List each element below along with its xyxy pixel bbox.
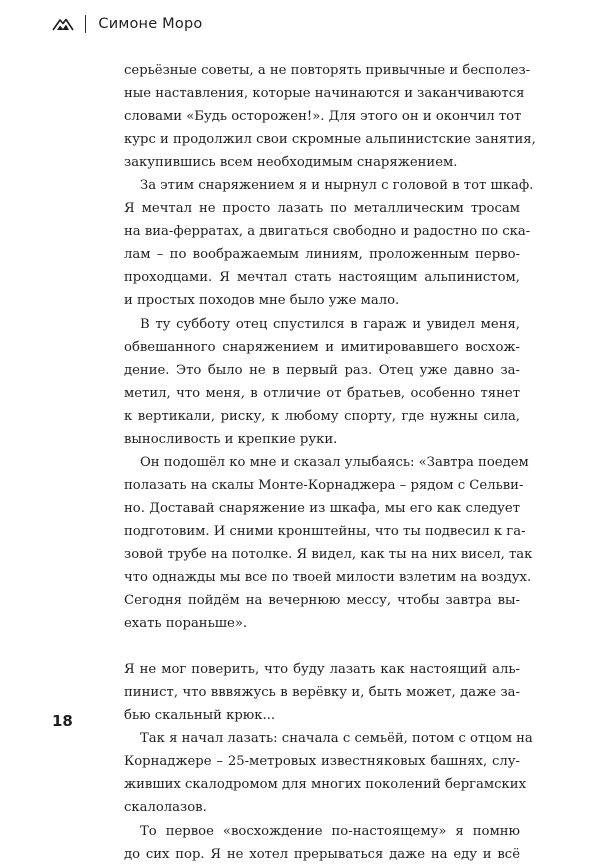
mountain-logo-icon <box>52 17 74 31</box>
text-line: бью скальный крюк... <box>124 708 276 724</box>
text-line: выносливость и крепкие руки. <box>124 431 338 447</box>
text-line: В ту субботу отец спустился в гараж и увидел меня, <box>140 316 520 332</box>
header-divider <box>85 15 86 33</box>
text-line: до сих пор. Я не хотел прерываться даже на еду и всё <box>124 846 520 862</box>
text-line: подготовим. И сними кронштейны, что ты подвесил к га- <box>124 523 526 539</box>
text-line: дение. Это было не в первый раз. Отец уже давно за- <box>124 362 520 378</box>
text-line: За этим снаряжением я и нырнул с головой в тот шкаф. <box>140 178 534 194</box>
text-line: Сегодня пойдём на вечернюю мессу, чтобы завтра вы- <box>124 593 520 609</box>
text-line: скалолазов. <box>124 800 207 816</box>
text-line: к вертикали, риску, к любому спорту, где нужны сила, <box>124 408 520 424</box>
text-line: но. Доставай снаряжение из шкафа, мы его как следует <box>124 500 520 516</box>
text-line: курс и продолжил свои скромные альпинистские занятия, <box>124 132 536 148</box>
text-line: лам – по воображаемым линиям, проложенным перво- <box>124 247 520 263</box>
body-text <box>124 59 536 866</box>
text-line: проходцами. Я мечтал стать настоящим альпинистом, <box>124 270 520 286</box>
text-line: словами «Будь осторожен!». Для этого он и окончил тот <box>124 109 522 125</box>
text-line: метил, что меня, в отличие от братьев, особенно тянет <box>124 385 520 401</box>
text-line: Корнаджере – 25-метровых известняковых башнях, слу- <box>124 754 520 770</box>
text-line: на виа-ферратах, а двигаться свободно и радостно по ска- <box>124 224 531 240</box>
text-line: живших скалодромом для многих поколений бергамских <box>124 777 527 793</box>
text-line: Я не мог поверить, что буду лазать как настоящий аль- <box>124 662 520 678</box>
text-line: Я мечтал не просто лазать по металлическим тросам <box>124 201 520 217</box>
text-line: что однажды мы все по твоей милости взлетим на воздух. <box>124 570 532 586</box>
text-line: серьёзные советы, а не повторять привычные и бесполез- <box>124 63 531 78</box>
text-line: пинист, что вввяжусь в верёвку и, быть может, даже за- <box>124 685 520 701</box>
section-gap <box>124 635 520 658</box>
text-line: закупившись всем необходимым снаряжением. <box>124 155 458 171</box>
text-line: То первое «восхождение по-настоящему» я помню <box>140 823 520 839</box>
page-number: 18 <box>52 712 73 730</box>
text-line: обвешанного снаряжением и имитировавшего восхож- <box>124 339 520 355</box>
book-author: Симоне Моро <box>98 16 203 32</box>
running-header <box>52 13 202 35</box>
text-line: и простых походов мне было уже мало. <box>124 293 400 309</box>
text-line: ные наставления, которые начинаются и заканчиваются <box>124 86 525 102</box>
text-line: Он подошёл ко мне и сказал улыбаясь: «Завтра поедем <box>140 454 529 470</box>
text-line: полазать на скалы Монте-Корнаджера – рядом с Сельви- <box>124 477 524 493</box>
text-line: Так я начал лазать: сначала с семьёй, потом с отцом на <box>140 731 533 747</box>
text-line: зовой трубе на потолке. Я видел, как ты на них висел, так <box>124 546 533 562</box>
text-line: ехать пораньше». <box>124 616 248 632</box>
